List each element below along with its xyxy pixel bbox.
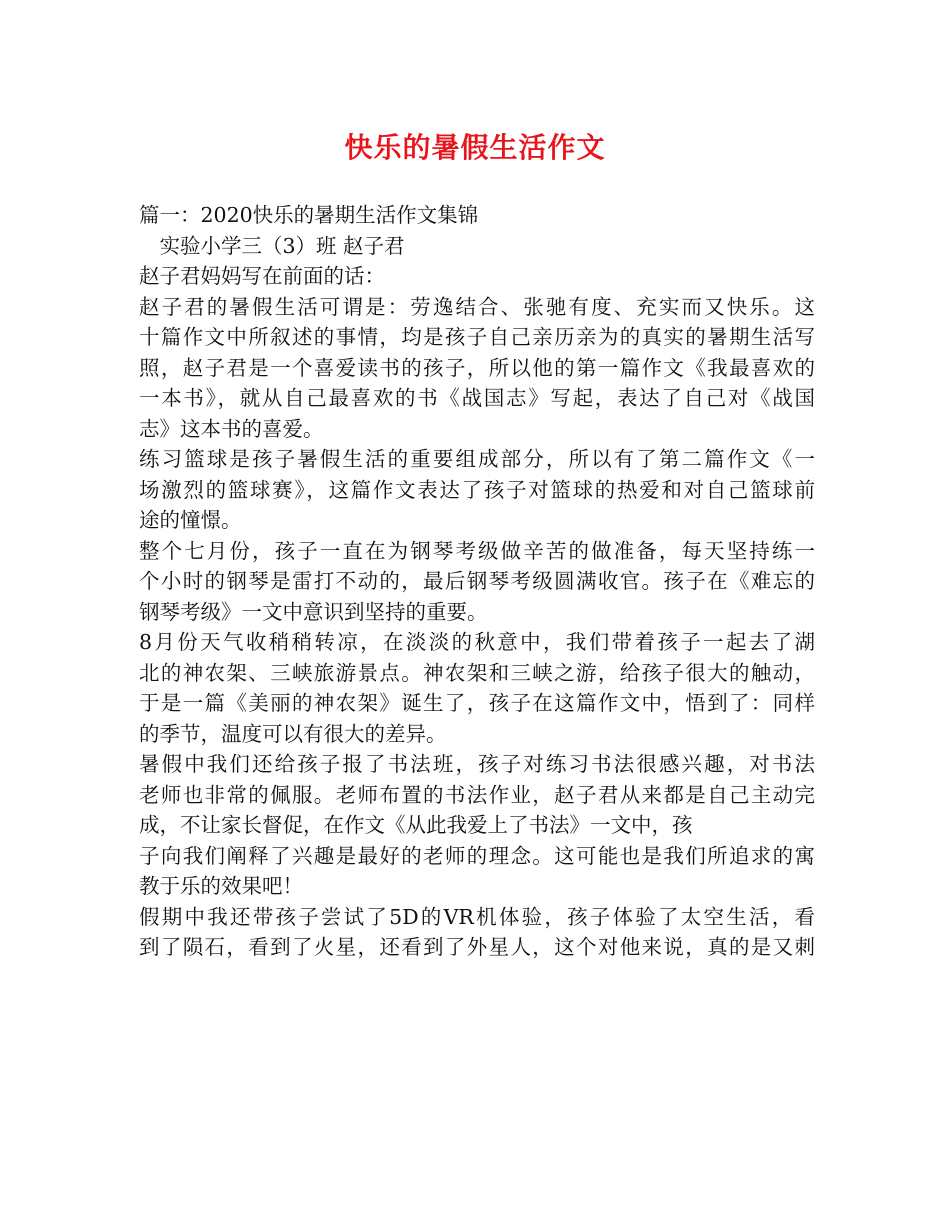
text-line: 赵子君妈妈写在前面的话： [139, 264, 385, 288]
text-line: 到了陨石，看到了火星，还看到了外星人，这个对他来说，真的是又刺 [139, 935, 815, 959]
text-line: 篇一：2020快乐的暑期生活作文集锦 [139, 203, 479, 227]
text-line: 实验小学三（3）班 赵子君 [139, 233, 405, 258]
text-line: 赵子君的暑假生活可谓是：劳逸结合、张驰有度、充实而又快乐。这 [139, 294, 815, 319]
text-line: 教于乐的效果吧！ [139, 874, 303, 898]
text-line: 钢琴考级》一文中意识到坚持的重要。 [139, 599, 488, 624]
text-line: 子向我们阐释了兴趣是最好的老师的理念。这可能也是我们所追求的寓 [139, 843, 815, 868]
text-line: 场激烈的篮球赛》，这篇作文表达了孩子对篮球的热爱和对自己篮球前 [139, 477, 815, 502]
text-line: 一本书》，就从自己最喜欢的书《战国志》写起，表达了自己对《战国 [139, 386, 815, 410]
text-line: 个小时的钢琴是雷打不动的，最后钢琴考级圆满收官。孩子在《难忘的 [139, 569, 815, 593]
text-line: 假期中我还带孩子尝试了5D的VR机体验，孩子体验了太空生活，看 [139, 904, 815, 929]
text-line: 老师也非常的佩服。老师布置的书法作业，赵子君从来都是自己主动完 [139, 782, 815, 807]
document-title: 快乐的暑假生活作文 [344, 131, 606, 164]
text-line: 整个七月份，孩子一直在为钢琴考级做辛苦的做准备，每天坚持练一 [139, 538, 815, 563]
document-body [139, 200, 815, 963]
text-line: 途的憧憬。 [139, 508, 242, 532]
text-line: 十篇作文中所叙述的事情，均是孩子自己亲历亲为的真实的暑期生活写 [139, 325, 815, 349]
text-line: 志》这本书的喜爱。 [139, 416, 324, 441]
text-line: 照，赵子君是一个喜爱读书的孩子，所以他的第一篇作文《我最喜欢的 [139, 355, 815, 380]
text-line: 北的神农架、三峡旅游景点。神农架和三峡之游，给孩子很大的触动， [139, 660, 815, 685]
text-line: 成，不让家长督促，在作文《从此我爱上了书法》一文中，孩 [139, 813, 693, 837]
text-line: 暑假中我们还给孩子报了书法班，孩子对练习书法很感兴趣，对书法 [139, 752, 815, 776]
text-line: 练习篮球是孩子暑假生活的重要组成部分，所以有了第二篇作文《一 [139, 447, 815, 471]
text-line: 的季节，温度可以有很大的差异。 [139, 721, 447, 746]
text-line: 8月份天气收稍稍转凉，在淡淡的秋意中，我们带着孩子一起去了湖 [139, 630, 815, 654]
text-line: 于是一篇《美丽的神农架》诞生了，孩子在这篇作文中，悟到了：同样 [139, 691, 815, 715]
